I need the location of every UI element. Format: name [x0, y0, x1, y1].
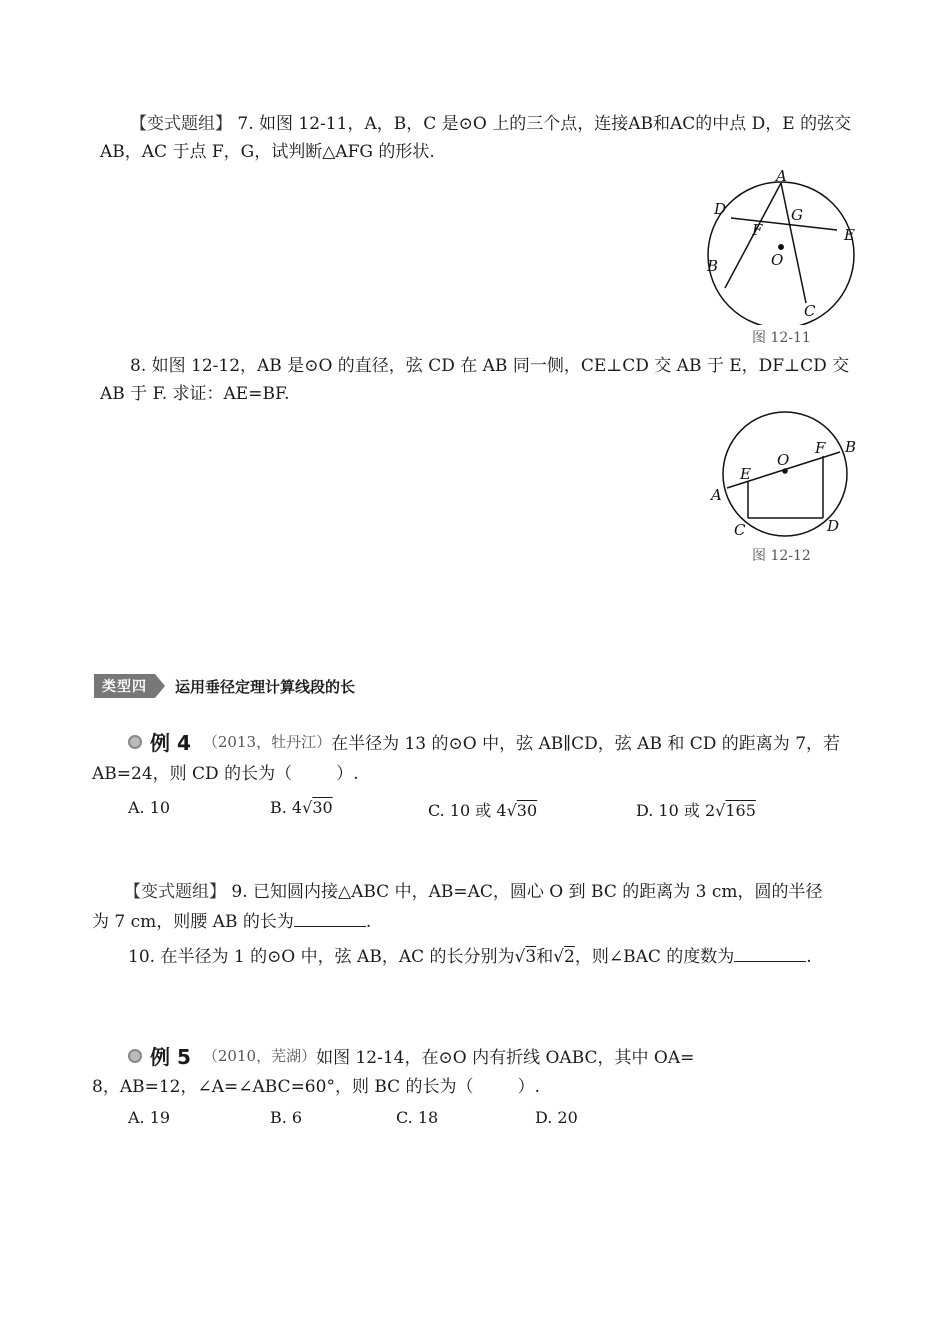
label-o: O [771, 251, 784, 269]
ex4-c-rad: 30 [516, 801, 538, 820]
label2-o: O [777, 451, 790, 469]
label2-b: B [845, 438, 857, 456]
label2-a: A [711, 486, 722, 504]
ex4-text1: 在半径为 13 的⊙O 中，弦 AB∥CD，弦 AB 和 CD 的距离为 7，若 [331, 734, 841, 754]
ex4-d-rad: 165 [725, 801, 756, 820]
ex4-b-rad: 30 [312, 798, 333, 817]
q10-post: ，则∠BAC 的度数为 [574, 947, 735, 967]
ex4-option-d: D. 10 或 2√165 [636, 801, 756, 820]
bullet-icon [128, 1049, 142, 1063]
ex4-option-b: B. 4√30 [270, 798, 333, 817]
ex4-header [128, 727, 840, 756]
ex4-source: （2013，牡丹江） [202, 733, 332, 751]
q9-line1 [124, 880, 823, 904]
q9-text1: 9. 已知圆内接△ABC 中，AB=AC，圆心 O 到 BC 的距离为 3 cm，圆的半径 [226, 882, 823, 902]
section-header [94, 674, 355, 698]
q9-line2 [92, 910, 371, 934]
ex4-option-a: A. 10 [128, 798, 171, 817]
label-f: F [752, 221, 763, 239]
ex5-text2b: ）. [517, 1077, 540, 1097]
q10-pre: 10. 在半径为 1 的⊙O 中，弦 AB，AC 的长分别为 [128, 947, 515, 967]
figure-12-11 [700, 165, 870, 325]
label-e: E [844, 226, 855, 244]
label2-c: C [734, 521, 746, 539]
center-dot [779, 245, 783, 249]
section-title: 运用垂径定理计算线段的长 [175, 677, 356, 696]
chord-ac [781, 183, 806, 303]
ex4-b-pre: B. 4 [270, 798, 303, 817]
q9-text2a: 为 7 cm，则腰 AB 的长为 [92, 912, 294, 932]
label2-e: E [740, 465, 751, 483]
q8-line1: 8. 如图 12-12，AB 是⊙O 的直径，弦 CD 在 AB 同一侧，CE⊥CD 交 AB 于 E，DF⊥CD 交 [130, 356, 850, 376]
q10-line: 10. 在半径为 1 的⊙O 中，弦 AB，AC 的长分别为√3和√2，则∠BAC 的度数为 . [128, 947, 812, 967]
q9-answer-blank[interactable] [294, 912, 366, 927]
q10-mid: 和 [536, 947, 554, 967]
fig2-caption: 图 12-12 [752, 548, 811, 564]
chord-de [731, 218, 837, 230]
q7-line2: AB，AC 于点 F，G，试判断△AFG 的形状. [100, 142, 435, 162]
label2-d: D [827, 517, 840, 535]
fig1-caption: 图 12-11 [752, 330, 811, 346]
q10-rad1: 3 [525, 947, 537, 967]
ex5-option-b: B. 6 [270, 1108, 303, 1127]
figure-12-12 [700, 405, 870, 545]
q7-line1 [130, 112, 851, 136]
ex4-c-pre: C. 10 或 4 [428, 801, 507, 820]
ex4-d-pre: D. 10 或 2 [636, 801, 716, 820]
label2-f: F [815, 439, 826, 457]
label-d: D [714, 200, 727, 218]
ex4-line2 [92, 762, 359, 786]
bullet-icon [128, 735, 142, 749]
q10-rad2: 2 [564, 947, 575, 967]
q7-tag: 【变式题组】 [130, 114, 232, 134]
label-a: A [776, 167, 787, 185]
ex4-label: 例 4 [150, 731, 191, 755]
ex5-text1: 如图 12-14，在⊙O 内有折线 OABC，其中 OA= [316, 1048, 695, 1068]
ex5-text2a: 8，AB=12，∠A=∠ABC=60°，则 BC 的长为（ [92, 1077, 474, 1097]
ex5-option-a: A. 19 [128, 1108, 171, 1127]
label-b: B [707, 257, 719, 275]
q8-line2: AB 于 F. 求证：AE=BF. [100, 384, 290, 404]
ex5-source: （2010，芜湖） [202, 1047, 317, 1065]
ex5-line2 [92, 1075, 540, 1099]
badge-arrow-icon [155, 674, 165, 698]
q9-text2b: . [365, 912, 372, 932]
ex5-option-c: C. 18 [396, 1108, 439, 1127]
label-g: G [791, 206, 803, 224]
label-c: C [804, 302, 816, 320]
q10-end: . [806, 947, 812, 967]
ex5-label: 例 5 [150, 1045, 191, 1069]
q7-text1: 7. 如图 12-11，A，B，C 是⊙O 上的三个点，连接AB和AC的中点 D，E 的弦交 [232, 114, 852, 134]
ex5-option-d: D. 20 [535, 1108, 578, 1127]
ex4-text2a: AB=24，则 CD 的长为（ [92, 764, 293, 784]
q9-tag: 【变式题组】 [124, 882, 226, 902]
section-badge: 类型四 [94, 674, 155, 698]
ex4-option-c: C. 10 或 4√30 [428, 801, 538, 820]
fig2-center-dot [783, 469, 787, 473]
ex5-header [128, 1041, 694, 1070]
q10-answer-blank[interactable] [734, 947, 806, 962]
ex4-text2b: ）. [336, 764, 359, 784]
